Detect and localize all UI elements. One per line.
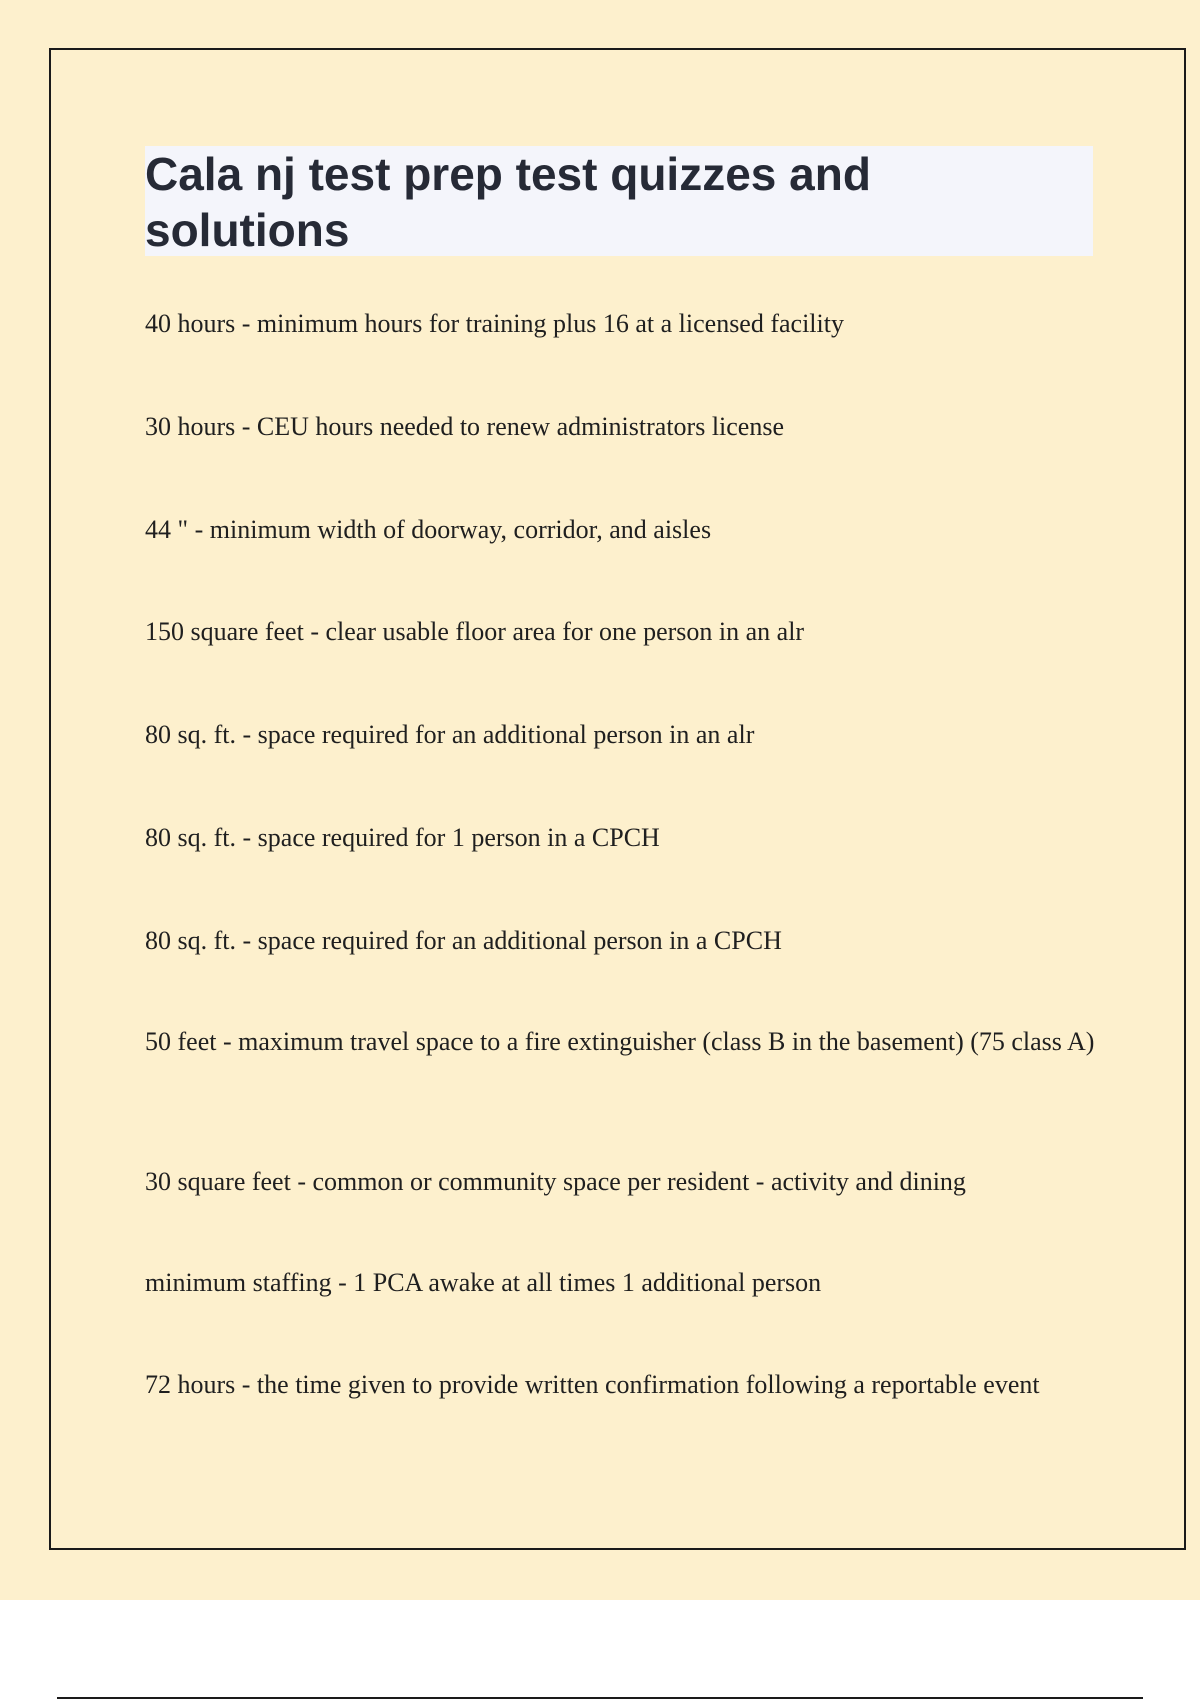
list-item: 80 sq. ft. - space required for an additional person in an alr [145,720,755,749]
list-item: 80 sq. ft. - space required for 1 person in a CPCH [145,823,660,852]
list-item: 44 " - minimum width of doorway, corridor, and aisles [145,515,712,544]
list-item: minimum staffing - 1 PCA awake at all times 1 additional person [145,1268,822,1297]
list-item: 40 hours - minimum hours for training plus 16 at a licensed facility [145,309,844,338]
page-border-frame [49,48,1186,1550]
list-item: 30 square feet - common or community space per resident - activity and dining [145,1167,966,1196]
list-item: 72 hours - the time given to provide written confirmation following a reportable event [145,1370,1040,1399]
list-item: 30 hours - CEU hours needed to renew administrators license [145,412,785,441]
list-item: 80 sq. ft. - space required for an additional person in a CPCH [145,926,782,955]
document-title: Cala nj test prep test quizzes and solutions [145,148,871,256]
list-item: 150 square feet - clear usable floor area for one person in an alr [145,617,805,646]
list-item: 50 feet - maximum travel space to a fire extinguisher (class B in the basement) (75 class A) [145,1027,1095,1056]
title-highlight [145,146,1093,256]
footer-rule [57,1697,1143,1699]
